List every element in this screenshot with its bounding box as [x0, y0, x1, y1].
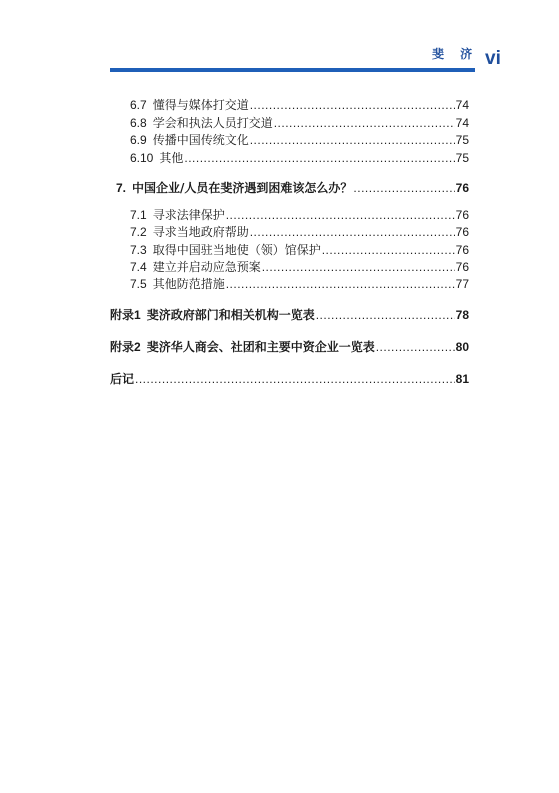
entry-title: 斐济华人商会、社团和主要中资企业一览表 [146, 340, 375, 354]
entry-number: 7.4 [130, 260, 147, 274]
entry-number: 7.5 [130, 277, 147, 291]
header-title: 斐 济 [432, 47, 479, 61]
entry-title: 学会和执法人员打交道 [152, 116, 273, 130]
toc-entry-7-4[interactable] [130, 258, 469, 276]
header-page-number: vi [485, 48, 501, 69]
entry-title: 懂得与媒体打交道 [152, 98, 249, 112]
entry-title: 建立并启动应急预案 [152, 260, 261, 274]
entry-page: 74 [455, 98, 469, 112]
toc-entry-6-8[interactable] [130, 114, 469, 132]
entry-number: 7.2 [130, 225, 147, 239]
entry-page: 78 [455, 308, 469, 322]
entry-page: 75 [455, 151, 469, 165]
toc-entry-afterword[interactable] [110, 370, 469, 388]
entry-page: 76 [455, 225, 469, 239]
dot-leader [226, 275, 455, 293]
entry-number: 6.8 [130, 116, 147, 130]
entry-page: 74 [455, 116, 469, 130]
entry-number: 6.7 [130, 98, 147, 112]
entry-title: 取得中国驻当地使（领）馆保护 [152, 243, 321, 257]
toc-entry-6-9[interactable] [130, 131, 469, 149]
dot-leader [226, 206, 455, 224]
dot-leader [274, 114, 455, 132]
toc-entry-appendix-2[interactable] [110, 338, 469, 356]
entry-number: 附录2 [110, 340, 141, 354]
dot-leader [322, 241, 455, 259]
entry-page: 76 [455, 243, 469, 257]
toc-entry-7-2[interactable] [130, 223, 469, 241]
entry-number: 6.10 [130, 151, 154, 165]
entry-title: 寻求法律保护 [152, 208, 225, 222]
entry-title: 其他 [159, 151, 184, 165]
header-rule [110, 68, 475, 72]
dot-leader [250, 96, 455, 114]
dot-leader [135, 370, 455, 388]
entry-page: 81 [455, 372, 469, 386]
entry-title: 斐济政府部门和相关机构一览表 [146, 308, 315, 322]
entry-title: 寻求当地政府帮助 [152, 225, 249, 239]
toc-entry-6-10[interactable] [130, 149, 469, 167]
entry-page: 76 [455, 208, 469, 222]
entry-title: 后记 [110, 372, 135, 386]
dot-leader [262, 258, 455, 276]
dot-leader [376, 338, 455, 356]
dot-leader [316, 306, 455, 324]
toc-entry-7-3[interactable] [130, 241, 469, 259]
toc-entry-7-5[interactable] [130, 275, 469, 293]
entry-title: 其他防范措施 [152, 277, 225, 291]
toc-entry-6-7[interactable] [130, 96, 469, 114]
entry-page: 75 [455, 133, 469, 147]
entry-number: 7.3 [130, 243, 147, 257]
dot-leader [184, 149, 454, 167]
entry-number: 附录1 [110, 308, 141, 322]
entry-number: 7.1 [130, 208, 147, 222]
entry-title: 传播中国传统文化 [152, 133, 249, 147]
entry-title: 中国企业/人员在斐济遇到困难该怎么办？ [132, 181, 353, 195]
toc-entry-chapter-7[interactable] [116, 179, 469, 197]
entry-page: 77 [455, 277, 469, 291]
entry-page: 80 [455, 340, 469, 354]
dot-leader [250, 223, 455, 241]
entry-number: 7. [116, 181, 127, 195]
dot-leader [353, 179, 454, 197]
entry-page: 76 [455, 260, 469, 274]
entry-number: 6.9 [130, 133, 147, 147]
toc-entry-7-1[interactable] [130, 206, 469, 224]
toc-entry-appendix-1[interactable] [110, 306, 469, 324]
entry-page: 76 [455, 181, 469, 195]
dot-leader [250, 131, 455, 149]
